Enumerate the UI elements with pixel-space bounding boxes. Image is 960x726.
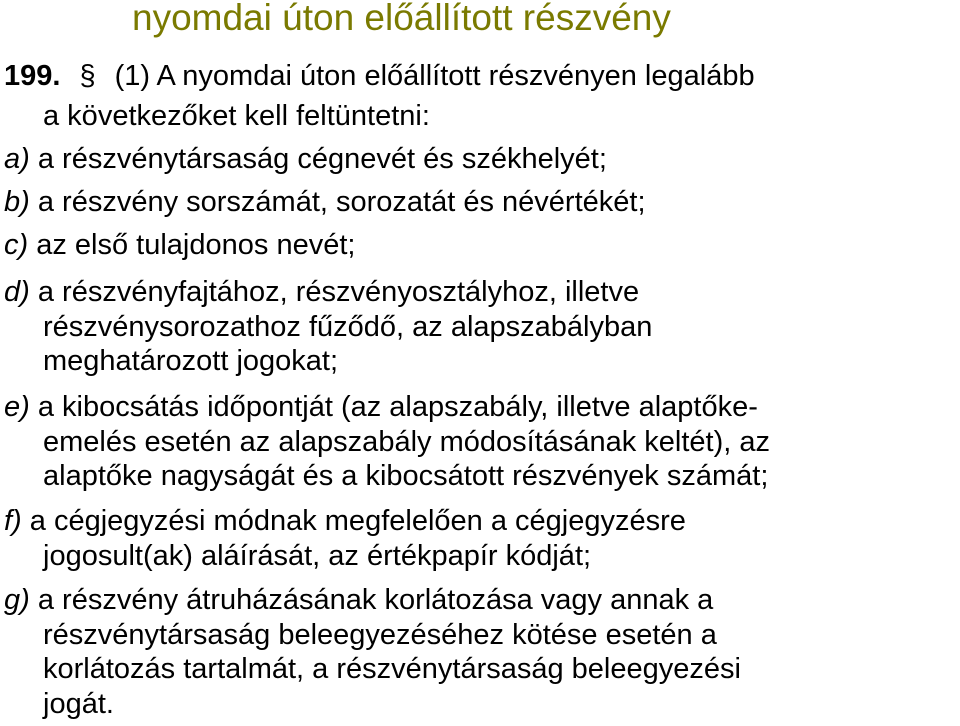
item-label: c) [4,229,29,261]
list-item [4,227,355,263]
list-item [4,184,646,220]
item-text: a részvény sorszámát, sorozatát és névértékét; [37,186,646,218]
page-title: nyomdai úton előállított részvény [132,0,671,38]
section-heading-line [4,58,755,94]
item-text: meghatározott jogokat; [43,345,339,377]
list-item [4,503,686,539]
list-item [4,141,607,177]
item-text: jogosult(ak) aláírását, az értékpapír kódját; [43,540,592,572]
item-label: d) [4,276,30,308]
item-text: jogát. [43,688,114,720]
section-sign: § [79,60,96,92]
item-text: a részvény átruházásának korlátozása vagy annak a [37,584,714,616]
list-item [4,389,758,425]
item-label: a) [4,143,30,175]
item-text: részvénytársaság beleegyezéséhez kötése esetén a [43,619,717,651]
item-label: e) [4,391,30,423]
item-text: a cégjegyzési módnak megfelelően a cégjegyzésre [29,505,686,537]
item-text: a részvénytársaság cégnevét és székhelyét; [37,143,607,175]
item-text: emelés esetén az alapszabály módosításának keltét), az [43,426,771,458]
section-number: 199. [4,60,61,92]
item-label: b) [4,186,30,218]
item-text: alaptőke nagyságát és a kibocsátott részvények számát; [43,460,769,492]
item-label: f) [4,505,22,537]
item-text: korlátozás tartalmát, a részvénytársaság beleegyezési [43,653,741,685]
item-text: a részvényfajtához, részvényosztályhoz, illetve [37,276,640,308]
item-label: g) [4,584,30,616]
section-intro-line1: (1) A nyomdai úton előállított részvényen legalább [114,60,755,92]
section-intro-line2: a következőket kell feltüntetni: [43,100,430,132]
item-text: a kibocsátás időpontját (az alapszabály, illetve alaptőke- [37,391,758,423]
item-text: részvénysorozathoz fűződő, az alapszabályban [43,311,653,343]
list-item [4,582,713,618]
list-item [4,274,639,310]
item-text: az első tulajdonos nevét; [36,229,356,261]
